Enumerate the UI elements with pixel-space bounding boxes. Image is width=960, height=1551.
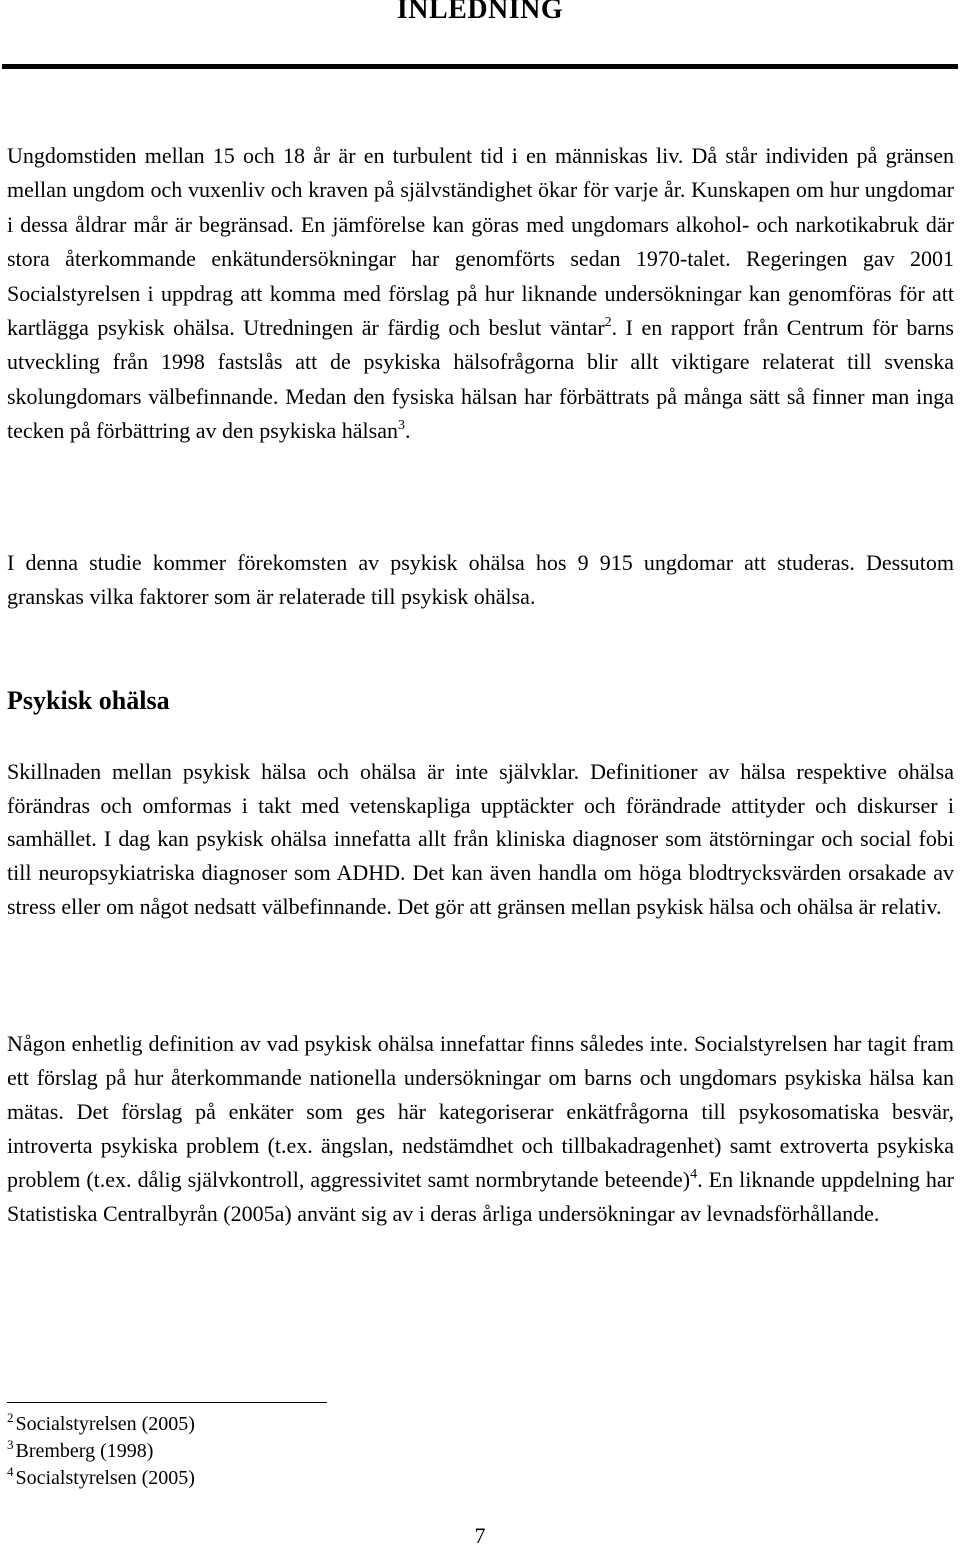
footnote-number: 4 <box>7 1464 14 1479</box>
footnote-ref-4: 4 <box>690 1167 698 1182</box>
intro-text-c: . <box>404 418 411 444</box>
section-paragraph-2 <box>7 1027 954 1231</box>
intro-paragraph-2: I denna studie kommer förekomsten av psykisk ohälsa hos 9 915 ungdomar att studeras. Dessutom granskas vilka faktorer som är relaterade till psykisk ohälsa. <box>7 550 954 609</box>
footnote-ref-2: 2 <box>604 315 612 331</box>
intro-text-a: Ungdomstiden mellan 15 och 18 år är en turbulent tid i en människas liv. Då står individen på gränsen mellan ungdom och vuxenliv och kraven på självständighet ökar för varje år. Kunskapen om hur ungdomar i dessa åldrar mår är begränsad. En jämförelse kan göras med ungdomars alkohol- och narkotikabruk där stora återkommande enkätundersökningar har genomförts sedan 1970-talet. Regeringen gav 2001 Socialstyrelsen i uppdrag att komma med förslag på hur liknande undersökningar kan genomföras för att kartlägga psykisk ohälsa. Utredningen är färdig och beslut väntar <box>7 143 954 341</box>
footnotes <box>7 1411 195 1492</box>
page-number: 7 <box>474 1523 486 1548</box>
section-paragraph-1: Skillnaden mellan psykisk hälsa och ohälsa är inte självklar. Definitioner av hälsa respektive ohälsa förändras och omformas i takt med vetenskapliga upptäckter och förändrade attityder och diskurser i samhället. I dag kan psykisk ohälsa innefatta allt från kliniska diagnoser som ätstörningar och social fobi till neuropsykiatriska diagnoser som ADHD. Det kan även handla om höga blodtrycksvärden orsakade av stress eller om något nedsatt välbefinnande. Det gör att gränsen mellan psykisk hälsa och ohälsa är relativ. <box>7 759 954 919</box>
footnote-item <box>7 1465 195 1492</box>
footnote-number: 2 <box>7 1410 14 1425</box>
footnote-item <box>7 1438 195 1465</box>
intro-text-b: . I en rapport från Centrum för barns utveckling från 1998 fastslås att de psykiska hälsofrågorna blir allt viktigare relaterat till svenska skolungdomars välbefinnande. Medan den fysiska hälsan har förbättrats på många sätt så finner man inga tecken på förbättring av den psykiska hälsan <box>7 315 954 444</box>
footnote-text: Socialstyrelsen (2005) <box>15 1413 195 1435</box>
footnote-number: 3 <box>7 1437 14 1452</box>
footnote-text: Bremberg (1998) <box>15 1440 154 1462</box>
title-rule <box>2 64 958 69</box>
footnote-ref-3: 3 <box>397 418 405 434</box>
footnote-separator <box>7 1402 327 1403</box>
intro-paragraph-1 <box>7 139 954 449</box>
footnote-text: Socialstyrelsen (2005) <box>15 1467 195 1489</box>
section-heading: Psykisk ohälsa <box>7 686 170 715</box>
section-text-a: Någon enhetlig definition av vad psykisk ohälsa innefattar finns således inte. Socialstyrelsen har tagit fram ett förslag på hur återkommande nationella undersökningar om barns och ungdomars psykiska hälsa kan mätas. Det förslag på enkäter som ges här kategoriserar enkätfrågorna till psykosomatiska besvär, introverta psykiska problem (t.ex. ängslan, nedstämdhet och tillbakadragenhet) samt extroverta psykiska problem (t.ex. dålig självkontroll, aggressivitet samt normbrytande beteende) <box>7 1031 954 1192</box>
section-text-b: . En liknande uppdelning har Statistiska Centralbyrån (2005a) använt sig av i deras årliga undersökningar av levnadsförhållande. <box>7 1167 954 1226</box>
footnote-item <box>7 1411 195 1438</box>
chapter-title: INLEDNING <box>396 0 564 25</box>
